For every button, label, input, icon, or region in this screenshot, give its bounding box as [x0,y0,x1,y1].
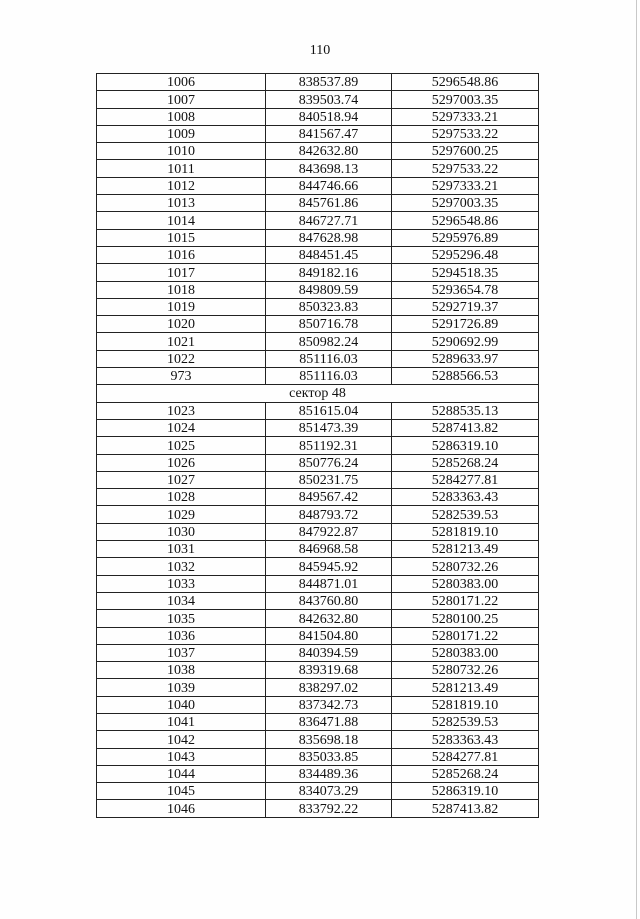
y-coordinate-cell: 5289633.97 [392,350,539,367]
table-row [97,125,539,142]
y-coordinate-cell: 5297533.22 [392,160,539,177]
y-coordinate-cell: 5288566.53 [392,368,539,385]
y-coordinate-cell: 5297600.25 [392,143,539,160]
x-coordinate-cell: 841504.80 [266,627,392,644]
y-coordinate-cell: 5281213.49 [392,679,539,696]
y-coordinate-cell: 5284277.81 [392,748,539,765]
x-coordinate-cell: 851116.03 [266,368,392,385]
x-coordinate-cell: 834073.29 [266,783,392,800]
x-coordinate-cell: 843698.13 [266,160,392,177]
x-coordinate-cell: 837342.73 [266,696,392,713]
x-coordinate-cell: 839319.68 [266,662,392,679]
x-coordinate-cell: 835033.85 [266,748,392,765]
x-coordinate-cell: 847922.87 [266,523,392,540]
y-coordinate-cell: 5297533.22 [392,125,539,142]
table-row [97,713,539,730]
x-coordinate-cell: 851473.39 [266,419,392,436]
table-row [97,281,539,298]
x-coordinate-cell: 848451.45 [266,246,392,263]
y-coordinate-cell: 5284277.81 [392,471,539,488]
table-row [97,506,539,523]
y-coordinate-cell: 5288535.13 [392,402,539,419]
point-number-cell: 1027 [97,471,266,488]
x-coordinate-cell: 850776.24 [266,454,392,471]
y-coordinate-cell: 5295976.89 [392,229,539,246]
point-number-cell: 1046 [97,800,266,817]
point-number-cell: 1043 [97,748,266,765]
table-row [97,748,539,765]
y-coordinate-cell: 5292719.37 [392,298,539,315]
x-coordinate-cell: 846727.71 [266,212,392,229]
coordinates-table-body [97,74,539,818]
x-coordinate-cell: 834489.36 [266,765,392,782]
y-coordinate-cell: 5280171.22 [392,627,539,644]
y-coordinate-cell: 5296548.86 [392,74,539,91]
point-number-cell: 1017 [97,264,266,281]
y-coordinate-cell: 5280732.26 [392,662,539,679]
x-coordinate-cell: 850323.83 [266,298,392,315]
table-row [97,783,539,800]
table-row [97,160,539,177]
point-number-cell: 1011 [97,160,266,177]
y-coordinate-cell: 5283363.43 [392,731,539,748]
y-coordinate-cell: 5283363.43 [392,489,539,506]
y-coordinate-cell: 5280171.22 [392,592,539,609]
table-row [97,454,539,471]
point-number-cell: 1041 [97,713,266,730]
sector-header-row [97,385,539,402]
table-row [97,523,539,540]
point-number-cell: 1007 [97,91,266,108]
y-coordinate-cell: 5297333.21 [392,108,539,125]
x-coordinate-cell: 838537.89 [266,74,392,91]
x-coordinate-cell: 844746.66 [266,177,392,194]
y-coordinate-cell: 5297003.35 [392,195,539,212]
sector-label: сектор 48 [97,385,539,402]
x-coordinate-cell: 851615.04 [266,402,392,419]
point-number-cell: 1033 [97,575,266,592]
point-number-cell: 1010 [97,143,266,160]
point-number-cell: 1016 [97,246,266,263]
x-coordinate-cell: 848793.72 [266,506,392,523]
x-coordinate-cell: 841567.47 [266,125,392,142]
page-number: 110 [309,43,331,58]
x-coordinate-cell: 851192.31 [266,437,392,454]
point-number-cell: 1012 [97,177,266,194]
x-coordinate-cell: 838297.02 [266,679,392,696]
point-number-cell: 1032 [97,558,266,575]
table-row [97,696,539,713]
y-coordinate-cell: 5286319.10 [392,783,539,800]
y-coordinate-cell: 5290692.99 [392,333,539,350]
point-number-cell: 1045 [97,783,266,800]
x-coordinate-cell: 846968.58 [266,541,392,558]
x-coordinate-cell: 850231.75 [266,471,392,488]
page-edge [636,0,637,919]
y-coordinate-cell: 5285268.24 [392,765,539,782]
table-row [97,229,539,246]
x-coordinate-cell: 851116.03 [266,350,392,367]
x-coordinate-cell: 850982.24 [266,333,392,350]
point-number-cell: 1026 [97,454,266,471]
y-coordinate-cell: 5286319.10 [392,437,539,454]
table-row [97,471,539,488]
y-coordinate-cell: 5297333.21 [392,177,539,194]
table-row [97,108,539,125]
point-number-cell: 1035 [97,610,266,627]
x-coordinate-cell: 845761.86 [266,195,392,212]
table-row [97,731,539,748]
point-number-cell: 1021 [97,333,266,350]
point-number-cell: 1022 [97,350,266,367]
table-row [97,592,539,609]
point-number-cell: 973 [97,368,266,385]
point-number-cell: 1006 [97,74,266,91]
y-coordinate-cell: 5280383.00 [392,575,539,592]
point-number-cell: 1014 [97,212,266,229]
table-row [97,419,539,436]
y-coordinate-cell: 5281819.10 [392,696,539,713]
table-row [97,333,539,350]
y-coordinate-cell: 5293654.78 [392,281,539,298]
y-coordinate-cell: 5291726.89 [392,316,539,333]
point-number-cell: 1013 [97,195,266,212]
y-coordinate-cell: 5296548.86 [392,212,539,229]
y-coordinate-cell: 5281819.10 [392,523,539,540]
y-coordinate-cell: 5281213.49 [392,541,539,558]
y-coordinate-cell: 5297003.35 [392,91,539,108]
point-number-cell: 1037 [97,644,266,661]
table-row [97,91,539,108]
table-row [97,177,539,194]
table-row [97,679,539,696]
point-number-cell: 1018 [97,281,266,298]
x-coordinate-cell: 835698.18 [266,731,392,748]
point-number-cell: 1044 [97,765,266,782]
y-coordinate-cell: 5282539.53 [392,713,539,730]
table-row [97,246,539,263]
point-number-cell: 1038 [97,662,266,679]
y-coordinate-cell: 5280732.26 [392,558,539,575]
x-coordinate-cell: 850716.78 [266,316,392,333]
y-coordinate-cell: 5285268.24 [392,454,539,471]
table-row [97,575,539,592]
point-number-cell: 1015 [97,229,266,246]
y-coordinate-cell: 5280100.25 [392,610,539,627]
table-row [97,541,539,558]
y-coordinate-cell: 5295296.48 [392,246,539,263]
table-row [97,368,539,385]
table-row [97,765,539,782]
point-number-cell: 1025 [97,437,266,454]
table-row [97,662,539,679]
x-coordinate-cell: 842632.80 [266,143,392,160]
point-number-cell: 1019 [97,298,266,315]
point-number-cell: 1034 [97,592,266,609]
table-row [97,402,539,419]
coordinates-table [96,73,539,818]
x-coordinate-cell: 849567.42 [266,489,392,506]
point-number-cell: 1008 [97,108,266,125]
point-number-cell: 1024 [97,419,266,436]
point-number-cell: 1009 [97,125,266,142]
table-row [97,264,539,281]
table-row [97,195,539,212]
x-coordinate-cell: 849809.59 [266,281,392,298]
point-number-cell: 1039 [97,679,266,696]
x-coordinate-cell: 847628.98 [266,229,392,246]
table-row [97,627,539,644]
x-coordinate-cell: 840394.59 [266,644,392,661]
table-row [97,489,539,506]
x-coordinate-cell: 849182.16 [266,264,392,281]
point-number-cell: 1040 [97,696,266,713]
x-coordinate-cell: 836471.88 [266,713,392,730]
table-row [97,800,539,817]
y-coordinate-cell: 5287413.82 [392,800,539,817]
point-number-cell: 1042 [97,731,266,748]
table-row [97,350,539,367]
point-number-cell: 1028 [97,489,266,506]
y-coordinate-cell: 5294518.35 [392,264,539,281]
y-coordinate-cell: 5287413.82 [392,419,539,436]
table-row [97,437,539,454]
y-coordinate-cell: 5282539.53 [392,506,539,523]
table-row [97,316,539,333]
point-number-cell: 1031 [97,541,266,558]
point-number-cell: 1030 [97,523,266,540]
y-coordinate-cell: 5280383.00 [392,644,539,661]
point-number-cell: 1020 [97,316,266,333]
x-coordinate-cell: 844871.01 [266,575,392,592]
table-row [97,558,539,575]
point-number-cell: 1023 [97,402,266,419]
x-coordinate-cell: 842632.80 [266,610,392,627]
table-row [97,644,539,661]
x-coordinate-cell: 839503.74 [266,91,392,108]
point-number-cell: 1029 [97,506,266,523]
table-row [97,298,539,315]
x-coordinate-cell: 833792.22 [266,800,392,817]
x-coordinate-cell: 840518.94 [266,108,392,125]
table-row [97,143,539,160]
table-row [97,74,539,91]
table-row [97,212,539,229]
table-row [97,610,539,627]
point-number-cell: 1036 [97,627,266,644]
x-coordinate-cell: 845945.92 [266,558,392,575]
x-coordinate-cell: 843760.80 [266,592,392,609]
